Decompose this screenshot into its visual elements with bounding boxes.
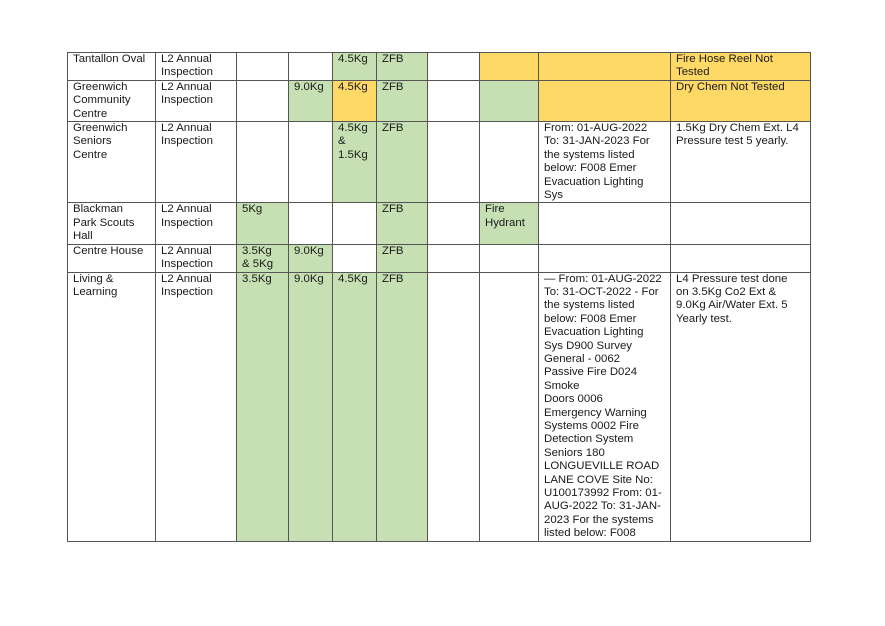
inspection-cell: L2 Annual Inspection bbox=[156, 53, 237, 81]
systems-cell: From: 01-AUG-2022 To: 31-JAN-2023 For the systems listed below: F008 Emer Evacuation Lighting Sys bbox=[539, 122, 671, 203]
zfb-cell: ZFB bbox=[377, 80, 428, 121]
extinguisher-cell-4 bbox=[289, 53, 333, 81]
table-row bbox=[68, 80, 811, 121]
site-cell: Blackman Park Scouts Hall bbox=[68, 203, 156, 244]
extinguisher-cell-3 bbox=[237, 80, 289, 121]
table-row bbox=[68, 122, 811, 203]
systems-cell bbox=[539, 203, 671, 244]
extinguisher-cell-5 bbox=[333, 244, 377, 272]
systems-cell bbox=[539, 244, 671, 272]
extinguisher-cell-4 bbox=[289, 203, 333, 244]
extinguisher-cell-3 bbox=[237, 122, 289, 203]
zfb-cell: ZFB bbox=[377, 272, 428, 541]
extinguisher-cell-3: 5Kg bbox=[237, 203, 289, 244]
site-cell: Living & Learning bbox=[68, 272, 156, 541]
extinguisher-cell-5 bbox=[333, 203, 377, 244]
hydrant-cell bbox=[480, 53, 539, 81]
empty-cell-7 bbox=[428, 53, 480, 81]
table-row bbox=[68, 53, 811, 81]
hydrant-cell bbox=[480, 122, 539, 203]
zfb-cell: ZFB bbox=[377, 244, 428, 272]
systems-cell bbox=[539, 80, 671, 121]
notes-cell bbox=[671, 244, 811, 272]
extinguisher-cell-3: 3.5Kg bbox=[237, 272, 289, 541]
extinguisher-cell-5: 4.5Kg & 1.5Kg bbox=[333, 122, 377, 203]
empty-cell-7 bbox=[428, 244, 480, 272]
notes-cell: Dry Chem Not Tested bbox=[671, 80, 811, 121]
systems-cell: — From: 01-AUG-2022 To: 31-OCT-2022 - For the systems listed below: F008 Emer Evacuation Lighting Sys D900 Survey General - 0062 Passive Fire D024 Smoke Doors 0006 Emergency Warning Systems 0002 Fire Detection System Seniors 180 LONGUEVILLE ROAD LANE COVE Site No: U100173992 From: 01- AUG-2022 To: 31-JAN- 2023 For the systems listed below: F008 bbox=[539, 272, 671, 541]
hydrant-cell bbox=[480, 244, 539, 272]
site-cell: Centre House bbox=[68, 244, 156, 272]
extinguisher-cell-5: 4.5Kg bbox=[333, 53, 377, 81]
extinguisher-cell-3 bbox=[237, 53, 289, 81]
extinguisher-cell-4: 9.0Kg bbox=[289, 244, 333, 272]
empty-cell-7 bbox=[428, 122, 480, 203]
extinguisher-cell-5: 4.5Kg bbox=[333, 80, 377, 121]
notes-cell: Fire Hose Reel Not Tested bbox=[671, 53, 811, 81]
zfb-cell: ZFB bbox=[377, 203, 428, 244]
site-cell: Tantallon Oval bbox=[68, 53, 156, 81]
notes-cell: L4 Pressure test done on 3.5Kg Co2 Ext & 9.0Kg Air/Water Ext. 5 Yearly test. bbox=[671, 272, 811, 541]
empty-cell-7 bbox=[428, 272, 480, 541]
extinguisher-cell-4 bbox=[289, 122, 333, 203]
inspection-cell: L2 Annual Inspection bbox=[156, 244, 237, 272]
inspection-cell: L2 Annual Inspection bbox=[156, 122, 237, 203]
table-row bbox=[68, 203, 811, 244]
zfb-cell: ZFB bbox=[377, 53, 428, 81]
inspection-cell: L2 Annual Inspection bbox=[156, 203, 237, 244]
systems-cell bbox=[539, 53, 671, 81]
site-cell: Greenwich Seniors Centre bbox=[68, 122, 156, 203]
site-cell: Greenwich Community Centre bbox=[68, 80, 156, 121]
extinguisher-cell-4: 9.0Kg bbox=[289, 272, 333, 541]
notes-cell: 1.5Kg Dry Chem Ext. L4 Pressure test 5 yearly. bbox=[671, 122, 811, 203]
hydrant-cell bbox=[480, 80, 539, 121]
inspection-table bbox=[67, 52, 811, 542]
extinguisher-cell-3: 3.5Kg & 5Kg bbox=[237, 244, 289, 272]
inspection-cell: L2 Annual Inspection bbox=[156, 80, 237, 121]
table-row bbox=[68, 244, 811, 272]
extinguisher-cell-4: 9.0Kg bbox=[289, 80, 333, 121]
empty-cell-7 bbox=[428, 80, 480, 121]
notes-cell bbox=[671, 203, 811, 244]
inspection-cell: L2 Annual Inspection bbox=[156, 272, 237, 541]
table-row bbox=[68, 272, 811, 541]
hydrant-cell: Fire Hydrant bbox=[480, 203, 539, 244]
empty-cell-7 bbox=[428, 203, 480, 244]
hydrant-cell bbox=[480, 272, 539, 541]
zfb-cell: ZFB bbox=[377, 122, 428, 203]
extinguisher-cell-5: 4.5Kg bbox=[333, 272, 377, 541]
